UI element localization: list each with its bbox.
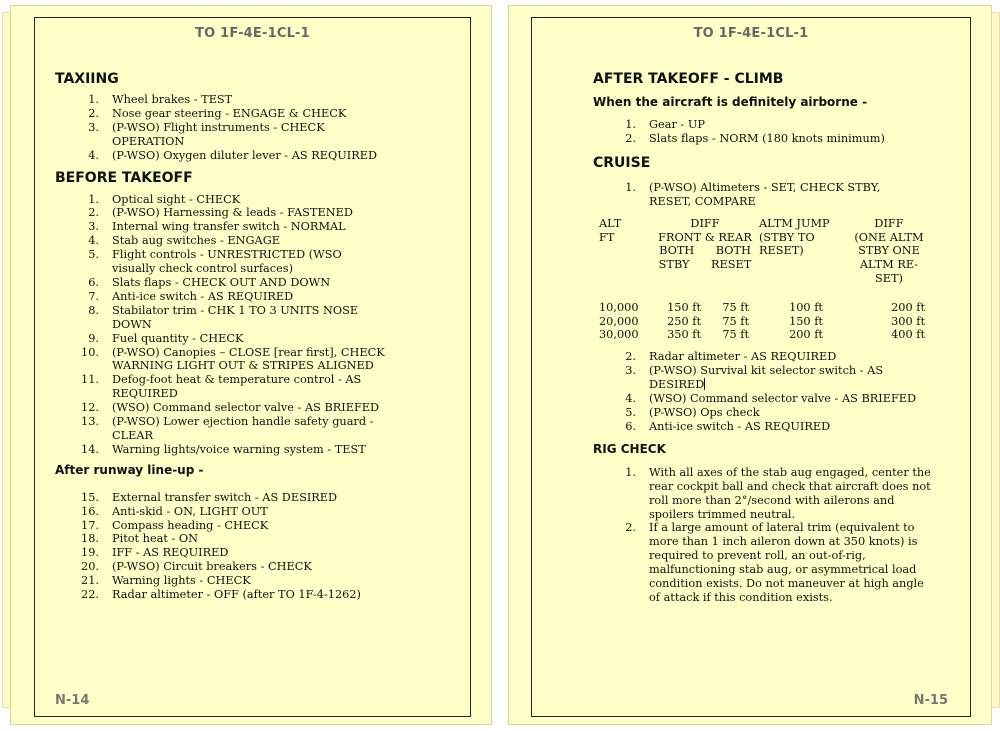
checklist-item [593,350,933,364]
item-number: 19. [81,546,99,560]
item-number: 4. [88,234,99,248]
page-header: TO 1F-4E-1CL-1 [195,26,310,41]
item-text: CLEAR [112,428,154,442]
checklist-item [593,181,933,209]
checklist-item [55,574,465,588]
item-number: 1. [625,118,636,131]
item-text: (WSO) Command selector valve - AS BRIEFED [112,401,380,415]
checklist-item [55,149,465,163]
item-number: 1. [88,93,99,106]
altimeter-diff-table [599,217,929,343]
item-text: (P-WSO) Altimeters - SET, CHECK STBY, [649,180,881,194]
checklist-item [593,364,933,392]
section-title-cruise: CRUISE [593,154,651,171]
table-cell: 20,000 [599,314,639,328]
checklist-item [55,332,465,346]
page-number: N-14 [55,693,90,708]
checklist-item [55,546,465,560]
section-title-rig-check: RIG CHECK [593,441,666,456]
item-text: Wheel brakes - TEST [112,93,233,106]
item-number: 1. [625,180,636,194]
checklist-item [593,392,933,406]
header-text: DIFF [690,216,720,230]
item-text: rear cockpit ball and check that aircraft does not [649,479,931,493]
item-number: 15. [81,490,99,504]
item-text: External transfer switch - AS DESIRED [112,490,338,504]
checklist-item [55,290,465,304]
item-text: IFF - AS REQUIRED [112,546,229,560]
item-number: 4. [625,392,636,406]
item-text: With all axes of the stab aug engaged, center the [649,465,931,479]
item-text: (P-WSO) Ops check [649,405,760,419]
item-text: Gear - UP [649,118,705,131]
table-cell: 150 ft [789,314,823,328]
item-text: Anti-skid - ON, LIGHT OUT [112,504,268,518]
table-cell: 75 ft [722,300,749,314]
table-header-row [599,217,929,301]
item-number: 5. [88,248,99,262]
table-header-one-altm [849,217,929,301]
item-number: 1. [625,465,636,479]
checklist-item [593,521,933,604]
page-header: TO 1F-4E-1CL-1 [693,26,809,41]
table-cell-pair [651,315,759,329]
item-text: (P-WSO) Survival kit selector switch - AS [649,364,884,378]
after-takeoff-checklist [593,118,933,146]
header-text: ALTM RE- [859,258,919,272]
item-number: 8. [88,303,99,317]
item-text: Compass heading - CHECK [112,518,269,532]
checklist-item [55,276,465,290]
header-text: STBY RESET [658,258,752,272]
rig-check-checklist [593,466,933,605]
item-number: 2. [88,106,99,120]
checklist-item [593,466,933,522]
checklist-item [55,193,465,207]
checklist-item [55,248,465,276]
item-number: 18. [81,532,99,546]
item-number: 11. [81,373,99,387]
table-cell: 75 ft [722,314,749,328]
table-row [599,328,929,342]
section-title-taxiing: TAXIING [55,71,119,87]
item-number: 14. [81,442,99,456]
left-page-frame [34,17,471,717]
checklist-item [55,415,465,443]
item-number: 4. [88,148,99,162]
checklist-item [55,206,465,220]
header-text: RESET) [759,244,804,258]
table-cell: 350 ft [667,328,701,342]
item-text: RESET, COMPARE [649,194,756,208]
item-text: Warning lights/voice warning system - TEST [112,442,366,456]
item-number: 12. [81,401,99,415]
header-text: STBY ONE [858,244,920,258]
table-cell: 30,000 [599,328,639,342]
item-text: Nose gear steering - ENGAGE & CHECK [112,106,347,120]
after-lineup-checklist [55,491,465,602]
item-text: Optical sight - CHECK [112,192,241,206]
item-text: Stabilator trim - CHK 1 TO 3 UNITS NOSE [112,303,359,317]
table-cell-pair [651,301,759,315]
item-number: 3. [625,364,636,378]
item-text: Fuel quantity - CHECK [112,331,244,345]
checklist-item [55,532,465,546]
header-text: (STBY TO [759,230,815,244]
checklist-item [55,505,465,519]
checklist-item [55,588,465,602]
item-text: DOWN [112,317,152,331]
cruise-checklist-a [593,181,933,209]
item-text: of attack if this condition exists. [649,590,833,604]
header-text: (ONE ALTM [854,230,924,244]
item-text: Anti-ice switch - AS REQUIRED [112,289,294,303]
item-text: Anti-ice switch - AS REQUIRED [649,419,831,433]
item-number: 20. [81,560,99,574]
checklist-item [55,401,465,415]
checklist-item [593,406,933,420]
header-text: ALTM JUMP [759,216,830,230]
table-row [599,315,929,329]
checklist-item [55,93,465,107]
item-text: spoilers trimmed neutral. [649,507,796,521]
table-cell: 10,000 [599,300,639,314]
item-text: OPERATION [112,134,185,148]
item-number: 7. [88,289,99,303]
item-number: 2. [88,206,99,220]
item-text: roll more than 2°/second with ailerons and [649,493,895,507]
table-header-altm-jump [759,217,849,301]
item-number: 9. [88,331,99,345]
item-text: Radar altimeter - OFF (after TO 1F-4-1262) [112,588,361,602]
checklist-item [55,373,465,401]
item-text: (P-WSO) Oxygen diluter lever - AS REQUIRED [112,148,378,162]
checklist-item [593,118,933,132]
subsection-title-after-lineup: After runway line-up - [55,462,204,477]
item-number: 16. [81,504,99,518]
right-page-frame [531,17,971,717]
checklist-item [55,491,465,505]
item-text: If a large amount of lateral trim (equivalent to [649,521,915,535]
header-text: FT [599,230,615,244]
item-text: (P-WSO) Lower ejection handle safety guard - [112,415,374,429]
cruise-checklist-b [593,350,933,433]
item-text: (P-WSO) Canopies – CLOSE [rear first], CHECK [112,345,385,359]
right-page-content [593,70,933,605]
item-text: Warning lights - CHECK [112,574,251,588]
item-number: 22. [81,588,99,602]
item-text: REQUIRED [112,387,178,401]
table-cell: 250 ft [667,314,701,328]
left-page-content [55,70,465,602]
table-cell-pair [651,328,759,342]
checklist-item [55,346,465,374]
item-number: 2. [625,521,636,535]
header-text: ALT [599,216,622,230]
item-number: 17. [81,518,99,532]
item-text: Defog-foot heat & temperature control - AS [112,373,362,387]
item-text: required to prevent roll, an out-of-rig, [649,549,866,563]
page-number: N-15 [913,693,948,708]
before-takeoff-checklist [55,193,465,457]
table-cell: 300 ft [891,314,925,328]
item-text: Slats flaps - NORM (180 knots minimum) [649,131,885,145]
checklist-item [593,132,933,146]
table-header-front-rear [651,217,759,301]
text-cursor [704,378,705,390]
item-text: (P-WSO) Circuit breakers - CHECK [112,560,312,574]
header-text: DIFF [874,216,904,230]
checklist-item [55,220,465,234]
item-text: Flight controls - UNRESTRICTED (WSO [112,248,342,262]
checklist-item [55,234,465,248]
header-text: SET) [875,272,903,286]
item-number: 3. [88,120,99,134]
item-text: (WSO) Command selector valve - AS BRIEFED [649,392,917,406]
item-number: 6. [625,419,636,433]
item-text: more than 1 inch aileron down at 350 knots) is [649,535,918,549]
right-page [508,5,992,725]
item-number: 6. [88,275,99,289]
table-cell: 100 ft [789,300,823,314]
item-text: visually check control surfaces) [112,262,294,276]
item-number: 21. [81,574,99,588]
table-cell: 200 ft [789,328,823,342]
header-text: BOTH BOTH [659,244,751,258]
item-number: 2. [625,131,636,145]
item-number: 10. [81,345,99,359]
table-cell: 75 ft [722,328,749,342]
item-number: 1. [88,192,99,206]
checklist-item [55,107,465,121]
item-text: Pitot heat - ON [112,532,199,546]
item-text: malfunctioning stab aug, or asymmetrical load [649,563,917,577]
checklist-item [55,519,465,533]
item-text: Slats flaps - CHECK OUT AND DOWN [112,275,331,289]
taxiing-checklist [55,93,465,163]
table-header-alt [599,217,651,301]
header-text: FRONT & REAR [658,230,752,244]
table-cell: 200 ft [891,300,925,314]
item-text: WARNING LIGHT OUT & STRIPES ALIGNED [112,359,374,373]
checklist-item [593,420,933,434]
subsection-title-airborne: When the aircraft is definitely airborne - [593,95,868,109]
item-text: Stab aug switches - ENGAGE [112,234,280,248]
item-number: 13. [81,415,99,429]
checklist-item [55,560,465,574]
item-text: (P-WSO) Flight instruments - CHECK [112,120,325,134]
table-body [599,301,929,343]
checklist-item [55,304,465,332]
item-number: 2. [625,350,636,364]
table-cell: 400 ft [891,328,925,342]
table-row [599,301,929,315]
item-text: Internal wing transfer switch - NORMAL [112,220,346,234]
item-text: DESIRED [649,378,705,392]
left-page [10,5,492,725]
item-text: Radar altimeter - AS REQUIRED [649,350,837,364]
item-text: condition exists. Do not maneuver at high angle [649,577,924,591]
table-cell: 150 ft [667,300,701,314]
item-number: 5. [625,405,636,419]
item-number: 3. [88,220,99,234]
section-title-before-takeoff: BEFORE TAKEOFF [55,169,193,186]
checklist-item [55,443,465,457]
item-text: (P-WSO) Harnessing & leads - FASTENED [112,206,353,220]
section-title-after-takeoff: AFTER TAKEOFF - CLIMB [593,71,784,87]
checklist-item [55,121,465,149]
